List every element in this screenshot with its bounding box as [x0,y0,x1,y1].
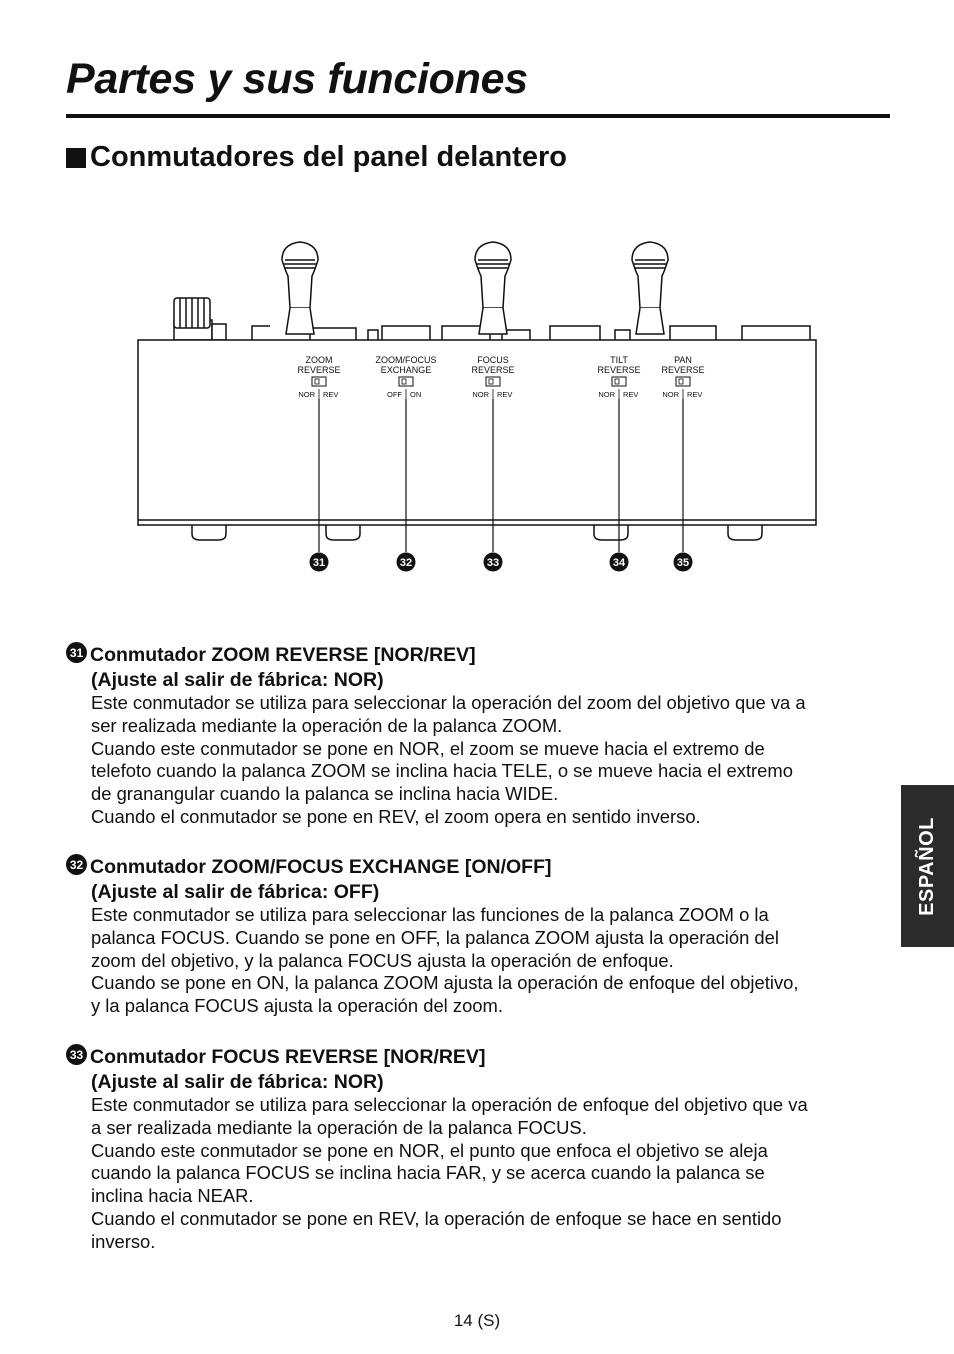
switch-right-label: REV [497,390,513,399]
body-line: inverso. [91,1230,156,1252]
switch-label-line1: PAN [674,355,692,365]
front-panel-diagram [130,238,830,583]
language-tab-label: ESPAÑOL [916,816,939,916]
callout-number: 32 [66,854,87,875]
item-subtitle: (Ajuste al salir de fábrica: OFF) [91,881,380,903]
switch-knob-icon [402,379,406,384]
switch-label-line1: FOCUS [477,355,509,365]
switch-knob-icon [615,379,619,384]
switch-label-line1: ZOOM/FOCUS [375,355,437,365]
body-line: Este conmutador se utiliza para seleccionar las funciones de la palanca ZOOM o la [91,904,769,925]
title-rule [66,114,890,118]
callout-number: 33 [486,557,500,569]
switch-label-line2: REVERSE [597,365,641,375]
body-line: cuando la palanca FOCUS se inclina hacia FAR, y se acerca cuando la palanca se [91,1162,765,1184]
section-heading [66,142,567,174]
body-line: palanca FOCUS. Cuando se pone en OFF, la palanca ZOOM ajusta la operación del [91,926,779,948]
switch-label-line1: TILT [610,355,628,365]
item-title: Conmutador ZOOM REVERSE [NOR/REV] [90,644,476,666]
item-33 [66,1044,896,1254]
callout-number: 33 [66,1044,87,1065]
callout-number: 34 [612,557,626,569]
switch-right-label: ON [410,390,422,399]
switch-left-label: OFF [387,390,402,399]
switch-label-line1: ZOOM [305,355,333,365]
item-body [66,692,896,829]
item-32 [66,854,896,1018]
body-line: Este conmutador se utiliza para seleccionar la operación de enfoque del objetivo que va [91,1094,808,1115]
body-line: y la palanca FOCUS ajusta la operación del zoom. [91,995,503,1017]
switch-left-label: NOR [298,390,315,399]
item-title: Conmutador ZOOM/FOCUS EXCHANGE [ON/OFF] [90,856,552,878]
body-line: a ser realizada mediante la operación de la palanca FOCUS. [91,1116,587,1138]
callout-number: 31 [312,557,326,569]
pan-tilt-lever-icon [632,242,668,334]
switch-right-label: REV [687,390,703,399]
body-line: Este conmutador se utiliza para seleccionar la operación del zoom del objetivo que va a [91,692,806,713]
item-title: Conmutador FOCUS REVERSE [NOR/REV] [90,1046,486,1068]
zoom-lever-icon [282,242,318,334]
switch-knob-icon [315,379,319,384]
body-line: telefoto cuando la palanca ZOOM se inclina hacia TELE, o se mueve hacia el extremo [91,760,793,782]
body-line: Cuando este conmutador se pone en NOR, el punto que enfoca el objetivo se aleja [91,1139,768,1161]
switch-label-line2: REVERSE [661,365,705,375]
focus-lever-icon [475,242,511,334]
item-body [66,904,896,1018]
callout-number: 35 [676,557,690,569]
body-line: ser realizada mediante la operación de la palanca ZOOM. [91,714,563,736]
body-line: Cuando el conmutador se pone en REV, la operación de enfoque se hace en sentido [91,1207,782,1229]
body-line: zoom del objetivo, y la palanca FOCUS ajusta la operación de enfoque. [91,949,674,971]
body-line: Cuando el conmutador se pone en REV, el zoom opera en sentido inverso. [91,805,701,827]
callout-number: 31 [66,642,87,663]
switch-label-line2: EXCHANGE [380,365,432,375]
item-subtitle: (Ajuste al salir de fábrica: NOR) [91,1071,384,1093]
section-heading-text: Conmutadores del panel delantero [90,141,567,173]
page-title: Partes y sus funciones [66,55,528,103]
item-body [66,1094,896,1254]
page-number: 14 (S) [453,1311,501,1330]
item-31 [66,642,896,829]
square-bullet-icon [66,148,86,168]
switch-left-label: NOR [472,390,489,399]
switch-knob-icon [489,379,493,384]
switch-right-label: REV [323,390,339,399]
callout-number: 32 [399,557,413,569]
switch-left-label: NOR [662,390,679,399]
body-line: inclina hacia NEAR. [91,1185,254,1207]
switch-label-line2: REVERSE [297,365,341,375]
switch-label-line2: REVERSE [471,365,515,375]
switch-left-label: NOR [598,390,615,399]
switch-knob-icon [679,379,683,384]
body-line: Cuando este conmutador se pone en NOR, el zoom se mueve hacia el extremo de [91,737,765,759]
body-line: de granangular cuando la palanca se inclina hacia WIDE. [91,783,559,805]
body-line: Cuando se pone en ON, la palanca ZOOM ajusta la operación de enfoque del objetivo, [91,972,799,994]
item-subtitle: (Ajuste al salir de fábrica: NOR) [91,669,384,691]
switch-right-label: REV [623,390,639,399]
language-tab [901,785,954,947]
